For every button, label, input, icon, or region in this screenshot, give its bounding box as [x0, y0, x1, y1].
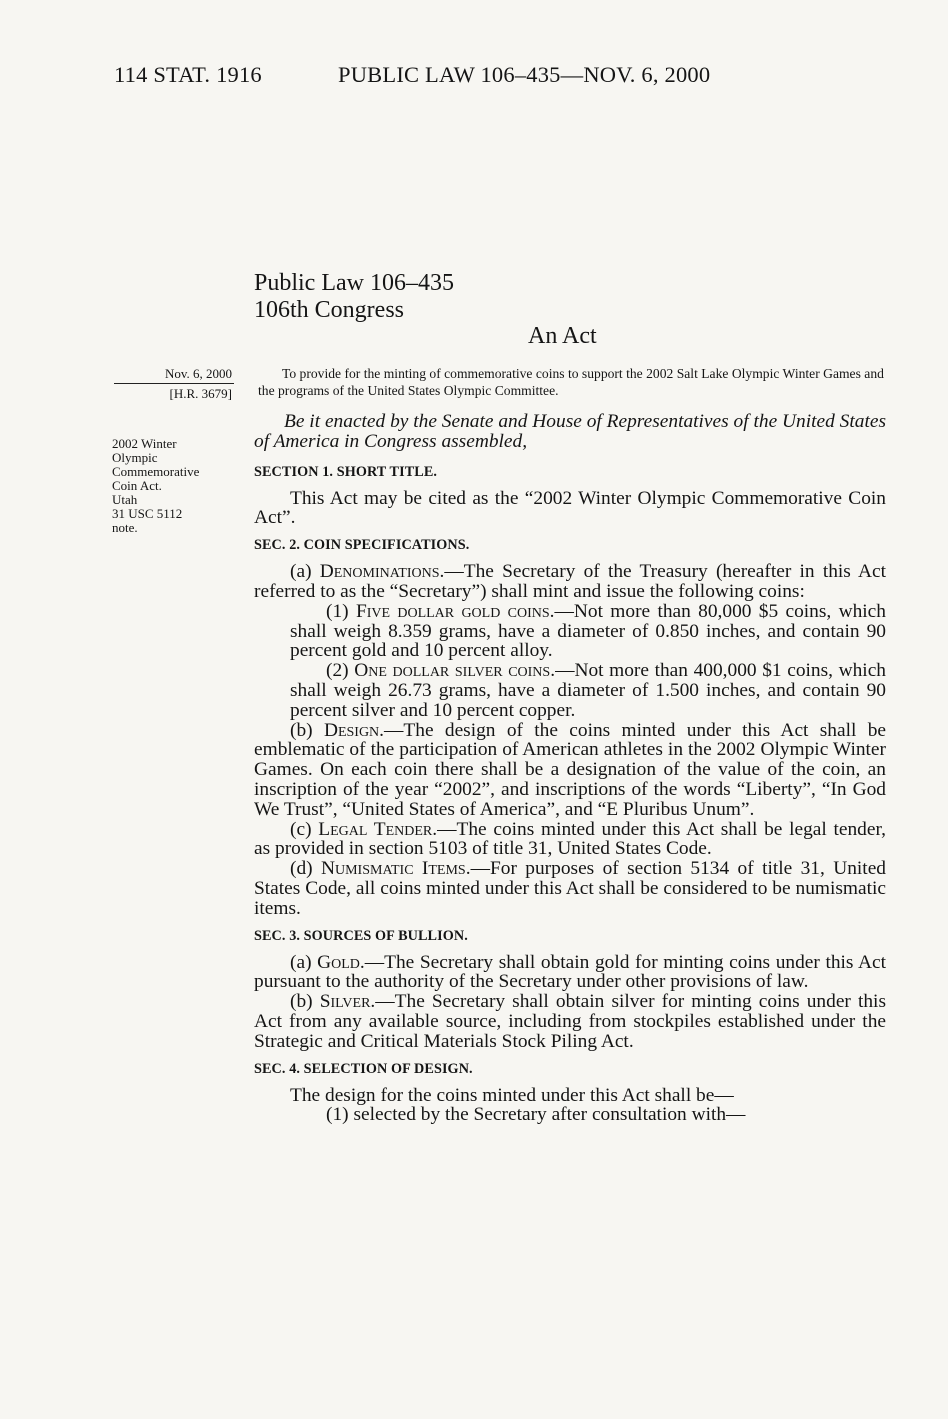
- margin-enactment-date: Nov. 6, 2000: [164, 366, 232, 381]
- purpose-statement: To provide for the minting of commemorative coins to support the 2002 Salt Lake Olympic Winter Games and the programs of the United States Olympic Committee.: [258, 366, 884, 398]
- subsection-heading: Legal Tender: [318, 818, 433, 840]
- margin-divider: [114, 383, 234, 384]
- subsection-text: .—The design of the coins minted under this Act shall be emblematic of the participation of American athletes in the 2002 Olympic Winter Games. On each coin there shall be a designation of the value of the coin, an inscription of the year “2002”, and inscriptions of the words “Liberty”, “In God We Trust”, “United States of America”, and “E Pluribus Unum”.: [254, 719, 886, 820]
- subsection-heading: Gold: [317, 951, 360, 973]
- subsection-2b: [254, 721, 886, 820]
- law-title-block: [254, 270, 454, 324]
- section-4-intro: The design for the coins minted under this Act shall be—: [290, 1084, 734, 1106]
- margin-note: 2002 Winter: [112, 436, 177, 451]
- section-1-heading: SECTION 1. SHORT TITLE.: [254, 463, 438, 480]
- paragraph-heading: One dollar silver coins: [354, 660, 551, 682]
- subsection-label: (b): [290, 719, 324, 741]
- stat-page-header: 114 STAT. 1916: [114, 62, 262, 87]
- section-2-heading: SEC. 2. COIN SPECIFICATIONS.: [254, 537, 470, 554]
- subsection-heading: Numismatic Items: [320, 858, 466, 880]
- subsection-text: .—For purposes of section 5134 of title 31, United States Code, all coins minted under this Act shall be considered to be numismatic items.: [254, 858, 886, 919]
- margin-note: Coin Act.: [112, 478, 162, 493]
- subsection-label: (a): [290, 561, 320, 583]
- subsection-text: .—The coins minted under this Act shall be legal tender, as provided in section 5103 of title 31, United States Code.: [254, 818, 886, 860]
- subsection-3b: [254, 992, 886, 1051]
- margin-note: Olympic: [112, 450, 158, 465]
- margin-note: Commemorative: [112, 464, 200, 479]
- paragraph-text: .—Not more than 80,000 $5 coins, which shall weigh 8.359 grams, have a diameter of 0.850 inches, and contain 90 percent gold and 10 percent alloy.: [290, 600, 886, 662]
- section-3-heading: SEC. 3. SOURCES OF BULLION.: [254, 927, 468, 944]
- paragraph-2a2: [254, 661, 886, 720]
- subsection-text: .—The Secretary shall obtain gold for minting coins under this Act pursuant to the authority of the Secretary under other provisions of law.: [254, 951, 886, 993]
- margin-note: note.: [112, 520, 138, 535]
- subsection-label: (c): [290, 818, 319, 840]
- subsection-label: (a): [290, 951, 318, 973]
- paragraph-4-1: (1) selected by the Secretary after consultation with—: [326, 1104, 746, 1126]
- margin-note: 31 USC 5112: [112, 506, 183, 521]
- margin-bill-number: [H.R. 3679]: [169, 386, 232, 401]
- public-law-running-header: PUBLIC LAW 106–435—NOV. 6, 2000: [338, 62, 711, 87]
- paragraph-label: (1): [326, 600, 356, 622]
- subsection-2a: [254, 562, 886, 602]
- subsection-3a: [254, 953, 886, 993]
- paragraph-label: (2): [326, 660, 355, 682]
- an-act-heading: An Act: [528, 323, 597, 349]
- subsection-heading: Design: [323, 719, 380, 741]
- subsection-label: (b): [290, 991, 320, 1013]
- subsection-2c: [254, 820, 886, 860]
- act-body: [254, 412, 886, 1125]
- margin-note: Utah: [112, 492, 138, 507]
- paragraph-heading: Five dollar gold coins: [355, 600, 550, 622]
- paragraph-2a1: [254, 602, 886, 661]
- paragraph-text: .—Not more than 400,000 $1 coins, which shall weigh 26.73 grams, have a diameter of 1.500 inches, and contain 90 percent silver and 10 percent copper.: [290, 660, 886, 721]
- subsection-2d: [254, 859, 886, 918]
- congress-number: 106th Congress: [254, 297, 404, 323]
- margin-notes: [112, 437, 240, 535]
- section-4-heading: SEC. 4. SELECTION OF DESIGN.: [254, 1060, 473, 1077]
- subsection-label: (d): [290, 858, 321, 880]
- subsection-text: .—The Secretary of the Treasury (hereafter in this Act referred to as the “Secretary”) shall mint and issue the following coins:: [254, 561, 886, 602]
- subsection-heading: Denominations: [319, 561, 440, 583]
- subsection-text: .—The Secretary shall obtain silver for minting coins under this Act from any available source, including from stockpiles established under the Strategic and Critical Materials Stock Piling Act.: [254, 991, 886, 1052]
- enacting-clause: Be it enacted by the Senate and House of Representatives of the United States of America in Congress assembled,: [254, 411, 886, 452]
- public-law-number: Public Law 106–435: [254, 270, 454, 296]
- subsection-heading: Silver: [319, 991, 371, 1013]
- section-1-text: This Act may be cited as the “2002 Winter Olympic Commemorative Coin Act”.: [254, 487, 886, 529]
